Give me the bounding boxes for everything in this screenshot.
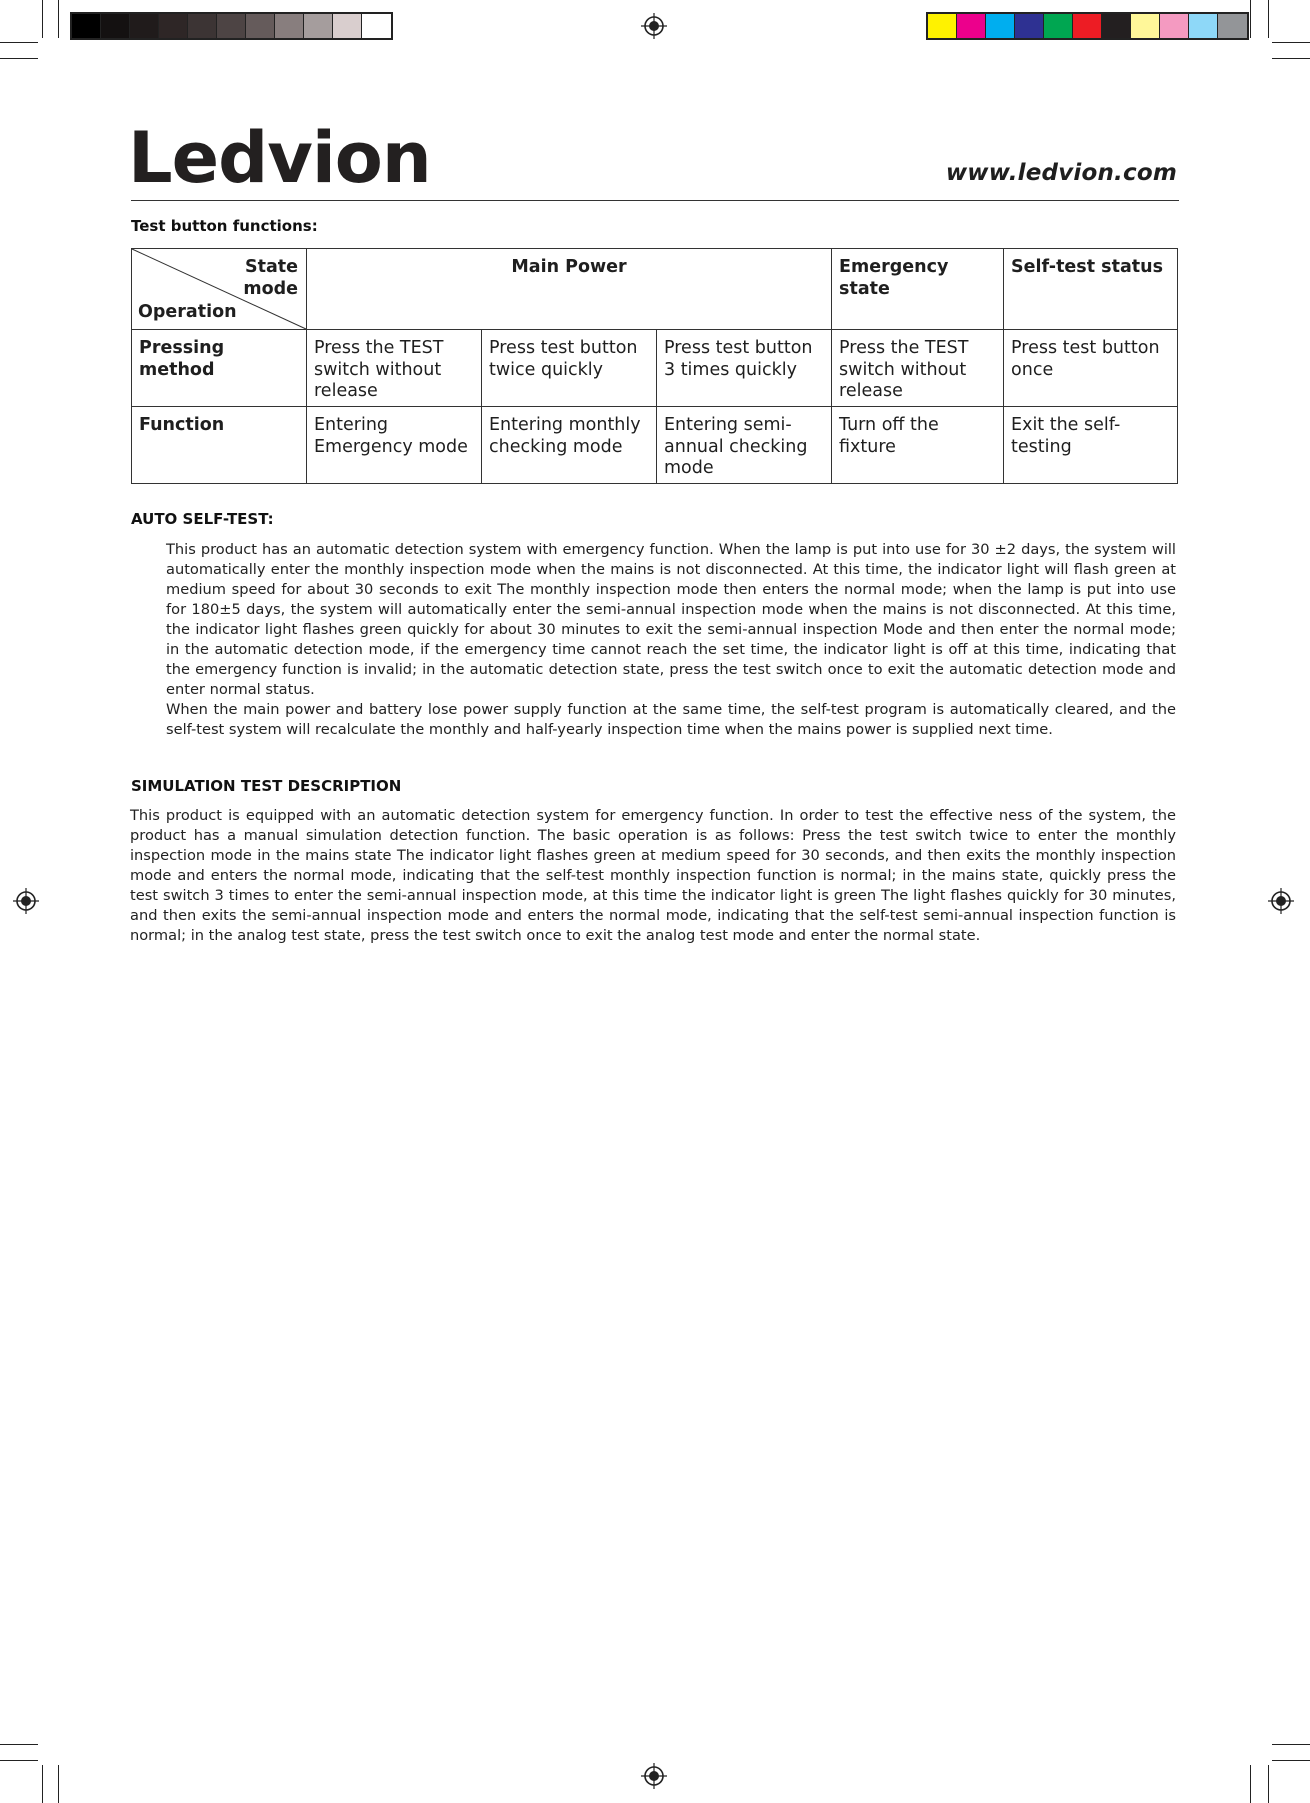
gray-swatch: [304, 14, 333, 38]
svg-text:Ledvion: Ledvion: [128, 117, 431, 199]
registration-mark-icon: [641, 13, 667, 39]
gray-swatch: [130, 14, 159, 38]
grayscale-calibration-strip: [70, 12, 393, 40]
gray-swatch: [275, 14, 304, 38]
color-swatch: [1044, 14, 1073, 38]
self-test-status-header: Self-test status: [1004, 249, 1178, 330]
registration-mark-icon: [641, 1763, 667, 1789]
table-cell: Press the TEST switch without release: [832, 330, 1004, 407]
color-swatch: [1131, 14, 1160, 38]
color-swatch: [1189, 14, 1218, 38]
table-row-function: [132, 407, 1178, 484]
table-title: Test button functions:: [131, 217, 318, 235]
ledvion-logo: [128, 117, 431, 199]
color-swatch: [1015, 14, 1044, 38]
auto-self-test-paragraph-2: When the main power and battery lose power supply function at the same time, the self-test program is automatically cleared, and the self-test system will recalculate the monthly and half-yearly inspection time when the mains power is supplied next time.: [166, 701, 1176, 738]
header-divider: [131, 200, 1179, 201]
corner-header-cell: [132, 249, 307, 330]
table-cell: Entering Emergency mode: [307, 407, 482, 484]
gray-swatch: [333, 14, 362, 38]
color-swatch: [986, 14, 1015, 38]
table-cell: Press test button 3 times quickly: [657, 330, 832, 407]
table-cell: Press the TEST switch without release: [307, 330, 482, 407]
auto-self-test-paragraph-1: This product has an automatic detection system with emergency function. When the lamp is put into use for 30 ±2 days, the system will automatically enter the monthly inspection mode when the mains is not disconnected. At this time, the indicator light will flash green at medium speed for about 30 seconds to exit The monthly inspection mode then enters the normal mode; when the lamp is put into use for 180±5 days, the system will automatically enter the semi-annual inspection mode when the mains is not disconnected. At this time, the indicator light flashes green quickly for about 30 minutes to exit the semi-annual inspection Mode and then enter the normal mode; in the automatic detection mode, if the emergency time cannot reach the set time, the indicator light is off at this time, indicating that the emergency function is invalid; in the automatic detection state, press the test switch once to exit the automatic detection mode and enter normal status.: [166, 541, 1176, 698]
gray-swatch: [246, 14, 275, 38]
registration-mark-icon: [1268, 888, 1294, 914]
color-calibration-strip: [926, 12, 1249, 40]
row-label: Function: [132, 407, 307, 484]
gray-swatch: [72, 14, 101, 38]
gray-swatch: [217, 14, 246, 38]
table-cell: Entering semi-annual checking mode: [657, 407, 832, 484]
gray-swatch: [362, 14, 391, 38]
gray-swatch: [101, 14, 130, 38]
main-power-header: Main Power: [307, 249, 832, 330]
auto-self-test-title: AUTO SELF-TEST:: [131, 510, 274, 528]
registration-mark-icon: [13, 888, 39, 914]
color-swatch: [957, 14, 986, 38]
emergency-state-header: Emergency state: [832, 249, 1004, 330]
gray-swatch: [159, 14, 188, 38]
table-cell: Press test button once: [1004, 330, 1178, 407]
operation-label: Operation: [138, 301, 237, 322]
gray-swatch: [188, 14, 217, 38]
table-header-row: [132, 249, 1178, 330]
table-cell: Exit the self-testing: [1004, 407, 1178, 484]
row-label: Pressing method: [132, 330, 307, 407]
auto-self-test-body: [166, 540, 1176, 740]
color-swatch: [1160, 14, 1189, 38]
simulation-test-body: [130, 806, 1176, 946]
table-cell: Entering monthly checking mode: [482, 407, 657, 484]
color-swatch: [1102, 14, 1131, 38]
table-cell: Press test button twice quickly: [482, 330, 657, 407]
simulation-test-paragraph: This product is equipped with an automatic detection system for emergency function. In order to test the effective ness of the system, the product has a manual simulation detection function. The basic operation is as follows: Press the test switch twice to enter the monthly inspection mode in the mains state The indicator light flashes green at medium speed for 30 seconds, and then exits the monthly inspection mode and enters the normal mode, indicating that the self-test monthly inspection function is normal; in the mains state, quickly press the test switch 3 times to enter the semi-annual inspection mode, at this time the indicator light is green The light flashes quickly for 30 minutes, and then exits the semi-annual inspection mode and enters the normal mode, indicating that the self-test semi-annual inspection function is normal; in the analog test state, press the test switch once to exit the analog test mode and enter the normal state.: [130, 807, 1176, 944]
simulation-test-title: SIMULATION TEST DESCRIPTION: [131, 777, 402, 795]
color-swatch: [928, 14, 957, 38]
table-cell: Turn off the fixture: [832, 407, 1004, 484]
state-mode-label: State mode: [243, 257, 298, 299]
website-url: www.ledvion.com: [945, 160, 1177, 186]
table-row-pressing-method: [132, 330, 1178, 407]
color-swatch: [1218, 14, 1247, 38]
test-button-functions-table: [131, 248, 1178, 484]
color-swatch: [1073, 14, 1102, 38]
